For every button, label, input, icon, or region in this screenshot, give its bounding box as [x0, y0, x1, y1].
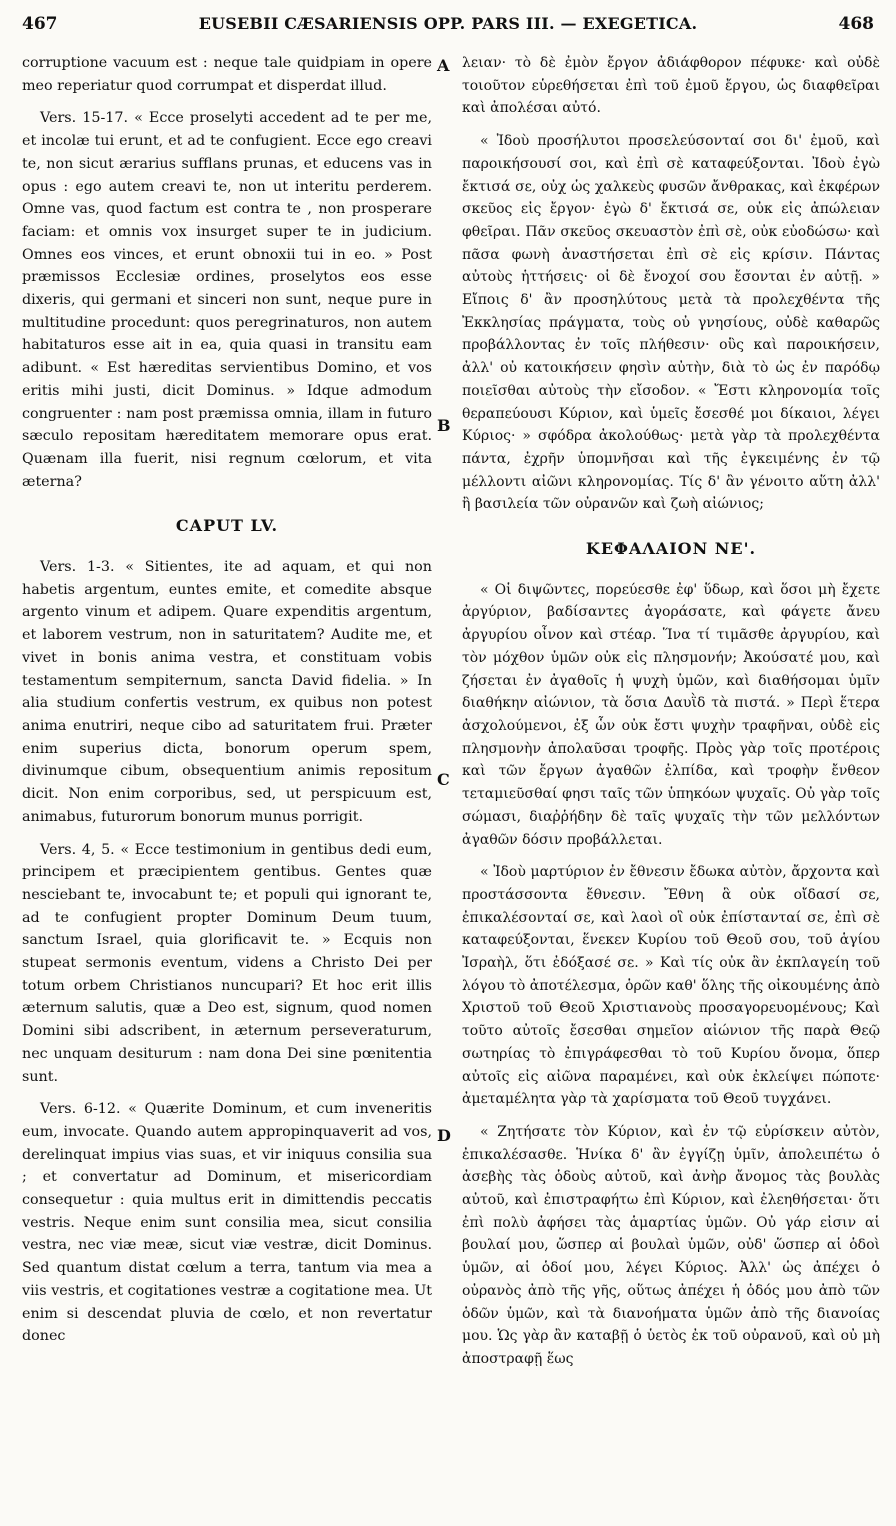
latin-chapter-heading: CAPUT LV.: [175, 516, 279, 536]
greek-paragraph: λειαν· τὸ δὲ ἐμὸν ἔργον ἀδιάφθορον πέφυκε· καὶ οὐδὲ τοιοῦτον εὑρεθήσεται ἐπὶ τοῦ ἐμοῦ ἔργου, ὡς διαφθεῖραι καὶ ἀπολέσαι αὐτό.: [462, 55, 880, 117]
margin-letter-d: D: [437, 1126, 451, 1145]
greek-column: [462, 52, 880, 1522]
latin-paragraph: Vers. 6-12. « Quærite Dominum, et cum inveneritis eum, invocate. Quando autem appropinquaverit ad vos, derelinquat impius vias suas, et vir iniquus consilia sua ; et convertatur ad Dominum, et misericordiam consequetur : quia multus erit in dimittendis peccatis vestris. Neque enim sunt consilia mea, sicut consilia vestra, nec viæ meæ, sicut viæ vestræ, dicit Dominus. Sed quantum distat cœlum a terra, tantum via mea a viis vestris, et cogitationes vestræ a cogitatione mea. Ut enim si descendat pluvia de cœlo, et non revertatur donec: [22, 1101, 432, 1345]
greek-chapter-heading: ΚΕΦΑΛΑΙΟΝ ΝΕ'.: [585, 539, 757, 559]
greek-paragraph: « Ἰδοὺ προσήλυτοι προσελεύσονταί σοι δι' ἐμοῦ, καὶ παροικήσουσί σοι, καὶ ἐπὶ σὲ καταφεύξονται. Ἰδοὺ ἐγὼ ἔκτισά σε, οὐχ ὡς χαλκεὺς φυσῶν ἄνθρακας, καὶ ἐκφέρων σκεῦος εἰς ἔργον· ἐγὼ δ' ἔκτισά σε, οὐκ εἰς ἀπώλειαν φθεῖραι. Πᾶν σκεῦος σκευαστὸν ἐπὶ σὲ, οὐκ εὐοδώσω· καὶ πᾶσα φωνὴ ἀναστήσεται ἐπὶ σὲ εἰς κρίσιν. Πάντας αὐτοὺς ἡττήσεις· οἱ δὲ ἔνοχοί σου ἔσονται ἐν αὐτῇ. » Εἴποις δ' ἂν προσηλύτους μετὰ τὰ προλεχθέντα τῆς Ἐκκλησίας πράγματα, τοὺς οὐ γνησίους, οὐδὲ καθαρῶς προβάλλοντας ἐν τοῖς πλήθεσιν· οὓς καὶ παροικήσειν, ἀλλ' οὐ κατοικήσειν φησὶν αὐτὴν, διὰ τὸ ὡς ἐν παρόδῳ ποιεῖσθαι αὐτοὺς τὴν εἴσοδον. « Ἔστι κληρονομία τοῖς θεραπεύουσι Κύριον, καὶ ὑμεῖς ἔσεσθέ μοι δίκαιοι, λέγει Κύριος· » σφόδρα ἀκολούθως· μετὰ γὰρ τὰ προλεχθέντα πάντα, ἐχρῆν ὑπομνῆσαι καὶ τῆς ἐγκειμένης ἐν τῷ μέλλοντι αἰῶνι κληρονομίας. Τίς δ' ἂν γένοιτο αὕτη ἀλλ' ἢ βασιλεία τῶν οὐρανῶν καὶ ζωὴ αἰώνιος;: [462, 133, 880, 513]
margin-letter-c: C: [437, 770, 450, 789]
latin-paragraph: Vers. 15-17. « Ecce proselyti accedent ad te per me, et incolæ tui erunt, et ad te confugient. Ecce ego creavi te, non sicut ærarius sufflans prunas, et educens vas in opus : ego autem creavi te, non ut interitu perderem. Omne vas, quod factum est contra te , non prosperare faciam: et omnis vox insurget super te in judicium. Omnes eos vinces, et erunt obnoxii tui in eo. » Post præmissos Ecclesiæ ordines, proselytos eos esse dixeris, qui germani et sinceri non sunt, neque pure in multitudine procedunt: quos peregrinaturos, non autem habitaturos esse ait in ea, quia quasi in transitu eam adibunt. « Est hæreditas servientibus Domino, et vos eritis mihi justi, dicit Dominus. » Idque admodum congruenter : nam post præmissa omnia, illam in futuro sæculo repositam hæreditatem memorare opus erat. Quænam illa fuerit, nisi regnum cœlorum, et vita æterna?: [22, 110, 432, 490]
greek-paragraph: « Ἰδοὺ μαρτύριον ἐν ἔθνεσιν ἔδωκα αὐτὸν, ἄρχοντα καὶ προστάσσοντα ἔθνεσιν. Ἔθνη ἃ οὐκ οἴδασί σε, ἐπικαλέσονταί σε, καὶ λαοὶ οἳ οὐκ ἐπίστανταί σε, ἐπὶ σὲ καταφεύξονται, ἕνεκεν Κυρίου τοῦ Θεοῦ σου, τοῦ ἁγίου Ἰσραὴλ, ὅτι ἐδόξασέ σε. » Καὶ τίς οὐκ ἂν ἐκπλαγείη τοῦ λόγου τὸ ἀποτέλεσμα, ὁρῶν καθ' ὅλης τῆς οἰκουμένης ἀπὸ Χριστοῦ τοῦ Θεοῦ Χριστιανοὺς προσαγορευομένους; Καὶ τοῦτο αὐτοῖς ἔσεσθαι σημεῖον αἰώνιον τῆς παρὰ Θεῷ σωτηρίας τὸ ἐπιγράφεσθαι τὸ τοῦ Κυρίου ὄνομα, ὅπερ αὐτοῖς εἰς αἰῶνα παραμένει, καὶ οὐκ ἐκλείψει πώποτε· ἀμεταμέλητα γὰρ τὰ χαρίσματα τοῦ Θεοῦ τυγχάνει.: [462, 864, 880, 1108]
greek-paragraph: « Ζητήσατε τὸν Κύριον, καὶ ἐν τῷ εὑρίσκειν αὐτὸν, ἐπικαλέσασθε. Ἡνίκα δ' ἂν ἐγγίζῃ ὑμῖν, ἀπολειπέτω ὁ ἀσεβὴς τὰς ὁδοὺς αὐτοῦ, καὶ ἀνὴρ ἄνομος τὰς βουλὰς αὐτοῦ, καὶ ἐπιστραφήτω ἐπὶ Κύριον, καὶ ἐλεηθήσεται· ὅτι ἐπὶ πολὺ ἀφήσει τὰς ἁμαρτίας ὑμῶν. Οὐ γάρ εἰσιν αἱ βουλαί μου, ὥσπερ αἱ βουλαὶ ὑμῶν, οὐδ' ὥσπερ αἱ ὁδοὶ ὑμῶν, αἱ ὁδοί μου, λέγει Κύριος. Ἀλλ' ὡς ἀπέχει ὁ οὐρανὸς ἀπὸ τῆς γῆς, οὕτως ἀπέχει ἡ ὁδός μου ἀπὸ τῶν ὁδῶν ὑμῶν, καὶ τὰ διανοήματα ὑμῶν ἀπὸ τῆς διανοίας μου. Ὡς γὰρ ἂν καταβῇ ὁ ὑετὸς ἐκ τοῦ οὐρανοῦ, καὶ οὐ μὴ ἀποστραφῇ ἕως: [462, 1123, 880, 1367]
latin-paragraph: Vers. 4, 5. « Ecce testimonium in gentibus dedi eum, principem et præcipientem gentibus. Gentes quæ nesciebant te, invocabunt te; et populi qui ignorant te, ad te confugient propter Dominum Deum tuum, sanctum Israel, quia glorificavit te. » Ecquis non stupeat sermonis eventum, videns a Christo Dei per totum orbem Christianos nuncupari? Et hoc erit illis æternum salutis, quæ a Deo est, signum, quod nomen Domini sibi adscribent, in æternum perseveraturum, nec unquam desiturum : nam dona Dei sine pœnitentia sunt.: [22, 841, 432, 1085]
latin-paragraph: Vers. 1-3. « Sitientes, ite ad aquam, et qui non habetis argentum, euntes emite, et comedite absque argento vinum et adipem. Quare expenditis argentum, et laborem vestrum, non in saturitatem? Audite me, et vivet in bonis anima vestra, et constituam vobis testamentum sempiternum, sancta David fidelia. » In alia studium confertis vestrum, ex quibus non potest anima enutriri, neque cibo ad saturitatem frui. Præter enim superius dicta, bonorum operum spem, divinumque cibum, obsequentium animis repositum dicit. Non enim corporibus, sed, ut perspicuum est, animabus, futurorum bonorum munus porrigit.: [22, 559, 432, 825]
running-header: [22, 14, 874, 44]
latin-paragraph: corruptione vacuum est : neque tale quidpiam in opere meo reperiatur quod corrumpat et disperdat illud.: [22, 55, 432, 94]
latin-column: [22, 52, 432, 1522]
margin-letter-a: A: [437, 56, 450, 75]
running-title: EUSEBII CÆSARIENSIS OPP. PARS III. — EXEGETICA.: [198, 14, 698, 33]
page-number-right: 468: [838, 14, 874, 34]
page-number-left: 467: [22, 14, 58, 34]
margin-letter-b: B: [437, 416, 451, 435]
greek-paragraph: « Οἱ διψῶντες, πορεύεσθε ἐφ' ὕδωρ, καὶ ὅσοι μὴ ἔχετε ἀργύριον, βαδίσαντες ἀγοράσατε, καὶ φάγετε ἄνευ ἀργυρίου οἶνον καὶ στέαρ. Ἵνα τί τιμᾶσθε ἀργυρίου, καὶ τὸν μόχθον ὑμῶν οὐκ εἰς πλησμονήν; Ἀκούσατέ μου, καὶ ζήσεται ἐν ἀγαθοῖς ἡ ψυχὴ ὑμῶν, καὶ διαθήσομαι ὑμῖν διαθήκην αἰώνιον, τὰ ὅσια Δαυῒδ τὰ πιστά. » Περὶ ἕτερα ἀσχολούμενοι, ἐξ ὧν οὐκ ἔστι ψυχὴν τραφῆναι, οὐδὲ εἰς πλησμονὴν ἀπολαῦσαι τροφῆς. Πρὸς γὰρ τοῖς προτέροις καὶ τῶν ἔργων ἀγαθῶν ἐλπίδα, καὶ τροφὴν ἔνθεον τεταμιεῦσθαί φησι ταῖς τῶν ὑπηκόων ψυχαῖς. Οὐ γὰρ τοῖς σώμασι, διαῤῥήδην δὲ ταῖς ψυχαῖς τὴν τῶν μελλόντων ἀγαθῶν δόσιν προβάλλεται.: [462, 581, 880, 848]
